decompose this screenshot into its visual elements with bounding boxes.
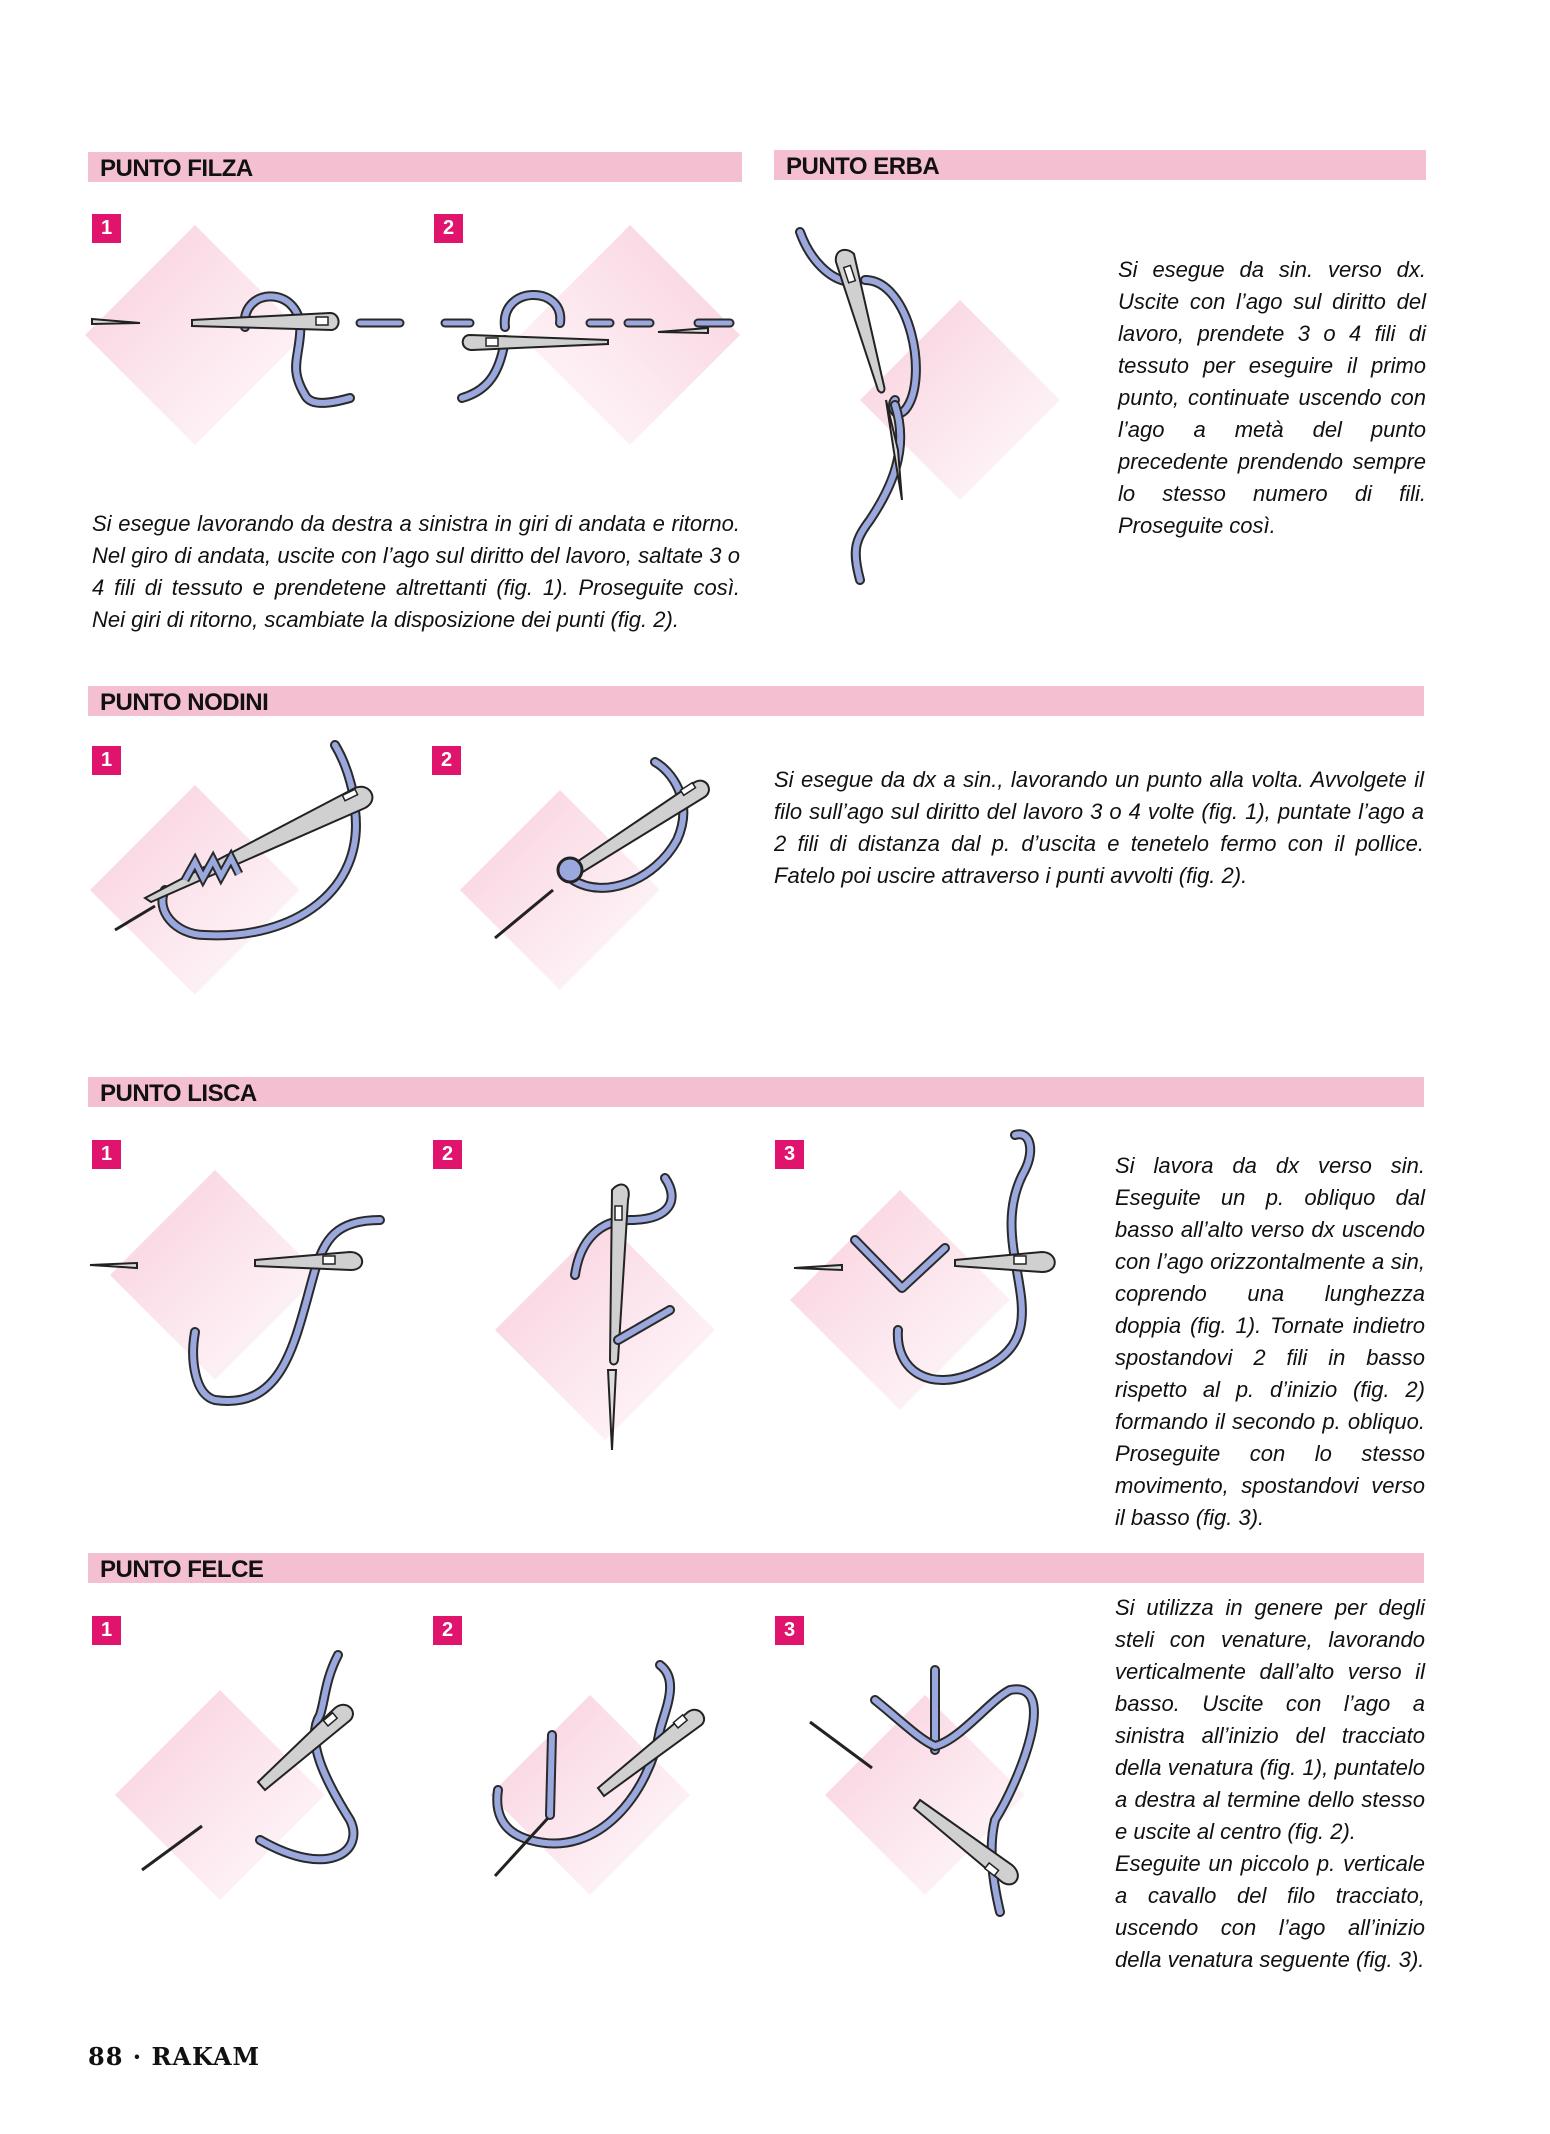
section-bar-filza [88, 152, 742, 182]
section-bar-erba [774, 150, 1426, 180]
figure-badge-felce-3: 3 [775, 1616, 804, 1645]
lisca-figure-3 [780, 1130, 1100, 1410]
nodini-figure-1 [85, 740, 415, 1000]
filza-text: Si esegue lavorando da destra a sinistra in giri di andata e ritorno. Nel giro di andata, uscite con l’ago sul diritto del lavoro, saltate 3 o 4 fili di tessuto e prendetene altrettanti (fig. 1). Proseguite così. Nei giri di ritorno, scambiate la disposizione dei punti (fig. 2). [92, 511, 740, 632]
lisca-description [1115, 1150, 1425, 1534]
erba-description [1118, 254, 1426, 542]
figure-badge-nodini-1: 1 [92, 746, 121, 775]
section-bar-nodini [88, 686, 1424, 716]
felce-text: Si utilizza in genere per degli steli con venature, lavorando verticalmente dall’alto verso il basso. Uscite con l’ago a sinistra all’inizio del tracciato della venatura (fig. 1), puntatelo a destra al termine dello stesso e uscite al centro (fig. 2). [1115, 1595, 1425, 1844]
page-footer [88, 2042, 260, 2071]
nodini-description [774, 764, 1424, 892]
figure-badge-lisca-1: 1 [92, 1140, 121, 1169]
section-bar-felce [88, 1553, 1424, 1583]
nodini-text: Si esegue da dx a sin., lavorando un punto alla volta. Avvolgete il filo sull’ago sul diritto del lavoro 3 o 4 volte (fig. 1), puntate l’ago a 2 fili di distanza dal p. d’uscita e tenetelo fermo con il pollice. Fatelo poi uscire attraverso i punti avvolti (fig. 2). [774, 767, 1424, 888]
section-title-filza: PUNTO FILZA [100, 155, 253, 182]
page-number: 88 [88, 2042, 124, 2071]
figure-badge-lisca-3: 3 [775, 1140, 804, 1169]
felce-figure-1 [110, 1640, 410, 1900]
section-title-nodini: PUNTO NODINI [100, 689, 269, 716]
figure-badge-filza-1: 1 [92, 214, 121, 243]
erba-figure [780, 220, 1080, 600]
figure-badge-filza-2: 2 [434, 214, 463, 243]
section-title-erba: PUNTO ERBA [786, 153, 940, 180]
magazine-name: RAKAM [151, 2042, 261, 2071]
section-title-lisca: PUNTO LISCA [100, 1080, 257, 1107]
section-bar-lisca [88, 1077, 1424, 1107]
section-title-felce: PUNTO FELCE [100, 1556, 264, 1583]
figure-badge-nodini-2: 2 [432, 746, 461, 775]
filza-description [92, 508, 740, 636]
filza-figure-1 [80, 220, 440, 440]
lisca-figure-1 [85, 1160, 405, 1420]
felce-text-2: Eseguite un piccolo p. verticale a cavallo del filo tracciato, uscendo con l’ago all’inizio della venatura seguente (fig. 3). [1115, 1851, 1425, 1972]
filza-figure-2 [430, 220, 750, 440]
figure-badge-felce-2: 2 [433, 1616, 462, 1645]
figure-badge-felce-1: 1 [92, 1616, 121, 1645]
felce-description [1115, 1592, 1425, 1976]
felce-figure-3 [790, 1640, 1090, 1940]
footer-separator: · [132, 2042, 143, 2071]
lisca-figure-2 [490, 1160, 740, 1460]
felce-figure-2 [480, 1640, 780, 1900]
nodini-figure-2 [455, 740, 755, 1000]
erba-text: Si esegue da sin. verso dx. Uscite con l’ago sul diritto del lavoro, prendete 3 o 4 fili di tessuto per eseguire il primo punto, continuate uscendo con l’ago a metà del punto precedente prendendo sempre lo stesso numero di fili. Proseguite così. [1118, 257, 1426, 538]
figure-badge-lisca-2: 2 [433, 1140, 462, 1169]
lisca-text: Si lavora da dx verso sin. Eseguite un p. obliquo dal basso all’alto verso dx uscendo con l’ago orizzontalmente a sin, coprendo una lunghezza doppia (fig. 1). Tornate indietro spostandovi 2 fili in basso rispetto al p. d’inizio (fig. 2) formando il secondo p. obliquo. Proseguite con lo stesso movimento, spostandovi verso il basso (fig. 3). [1115, 1153, 1425, 1530]
